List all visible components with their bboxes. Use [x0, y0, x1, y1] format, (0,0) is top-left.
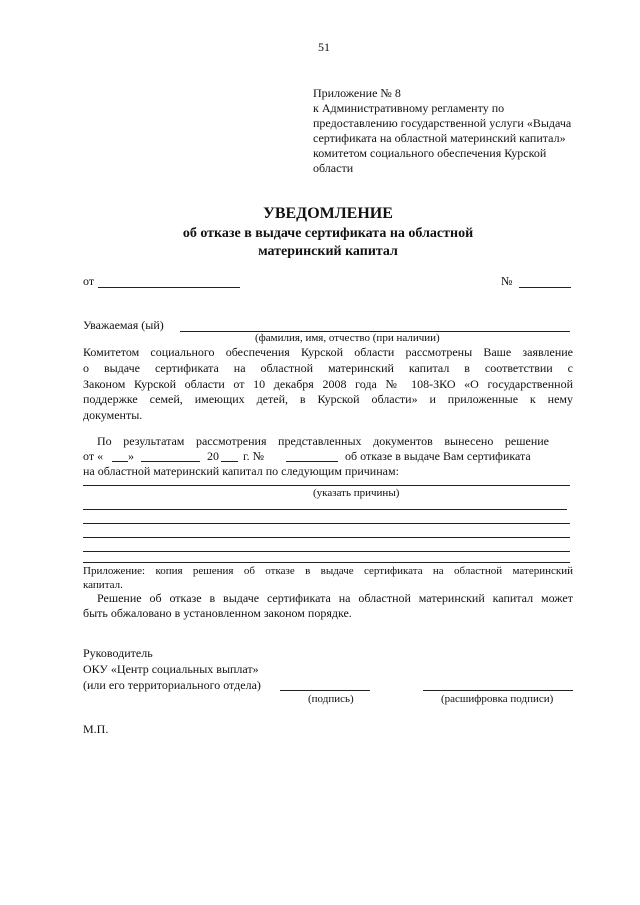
appeal-line: быть обжаловано в установленном законом порядке.: [83, 606, 352, 620]
reasons-field-line[interactable]: [83, 537, 570, 538]
document-subtitle: об отказе в выдаче сертификата на областной: [182, 226, 474, 241]
document-subtitle: материнский капитал: [258, 244, 398, 259]
appeal-line: Решение об отказе в выдаче сертификата на областной материнский капитал может: [97, 591, 573, 605]
intro-line: Законом Курской области от 10 декабря 2008 года № 108-ЗКО «О государственной: [83, 377, 573, 391]
page-number: 51: [318, 40, 330, 54]
decision-number-label: г. №: [243, 449, 265, 463]
salutation-label: Уважаемая (ый): [83, 318, 164, 332]
appendix-block: [313, 86, 571, 176]
decision-line: По результатам рассмотрения представленных документов вынесено решение: [97, 434, 549, 448]
reasons-field-line[interactable]: [83, 523, 570, 524]
document-title: УВЕДОМЛЕНИЕ: [263, 205, 393, 222]
reasons-field-line[interactable]: [83, 562, 570, 563]
date-field-line[interactable]: [98, 287, 240, 288]
fullname-hint: (фамилия, имя, отчество (при наличии): [255, 332, 440, 344]
decision-date-close: »: [128, 449, 134, 463]
decision-year-prefix: 20: [207, 449, 219, 463]
appendix-line: комитетом социального обеспечения Курской: [313, 146, 547, 160]
signature-org-sub: (или его территориального отдела): [83, 678, 261, 692]
signature-title: Руководитель: [83, 646, 153, 660]
from-label: от: [83, 274, 95, 288]
intro-line: документы.: [83, 408, 143, 422]
decision-date-open: от «: [83, 449, 104, 463]
reasons-hint: (указать причины): [313, 487, 400, 499]
decision-month-field-line[interactable]: [141, 461, 200, 462]
number-field-line[interactable]: [519, 287, 571, 288]
appendix-line: к Административному регламенту по: [313, 101, 505, 115]
decision-line: об отказе в выдаче Вам сертификата: [345, 449, 531, 463]
attachment-line: капитал.: [83, 579, 123, 591]
intro-line: поддержке семей, имеющих детей, в Курской области» и приложенные к нему: [83, 392, 573, 406]
appendix-line: области: [313, 161, 354, 175]
signature-field-line[interactable]: [280, 690, 370, 691]
decision-day-field-line[interactable]: [112, 461, 128, 462]
signature-org: ОКУ «Центр социальных выплат»: [83, 662, 259, 676]
reasons-field-line[interactable]: [83, 509, 567, 510]
number-label: №: [501, 274, 513, 288]
appendix-line: предоставлению государственной услуги «Выдача: [313, 116, 572, 130]
appendix-line: сертификата на областной материнский капитал»: [313, 131, 566, 145]
stamp-label: М.П.: [83, 722, 109, 736]
decision-line: на областной материнский капитал по следующим причинам:: [83, 464, 399, 478]
reasons-field-line[interactable]: [83, 485, 570, 486]
decision-number-field-line[interactable]: [286, 461, 338, 462]
appendix-line: Приложение № 8: [313, 86, 401, 100]
attachment-line: Приложение: копия решения об отказе в выдаче сертификата на областной материнский: [83, 565, 573, 577]
signature-decode-field-line[interactable]: [423, 690, 573, 691]
signature-hint: (подпись): [308, 693, 354, 705]
intro-line: Комитетом социального обеспечения Курской области рассмотрены Ваше заявление: [83, 345, 573, 359]
decision-year-field-line[interactable]: [221, 461, 238, 462]
signature-decode-hint: (расшифровка подписи): [441, 693, 554, 705]
intro-line: о выдаче сертификата на областной материнский капитал в соответствии с: [83, 361, 573, 375]
reasons-field-line[interactable]: [83, 551, 570, 552]
